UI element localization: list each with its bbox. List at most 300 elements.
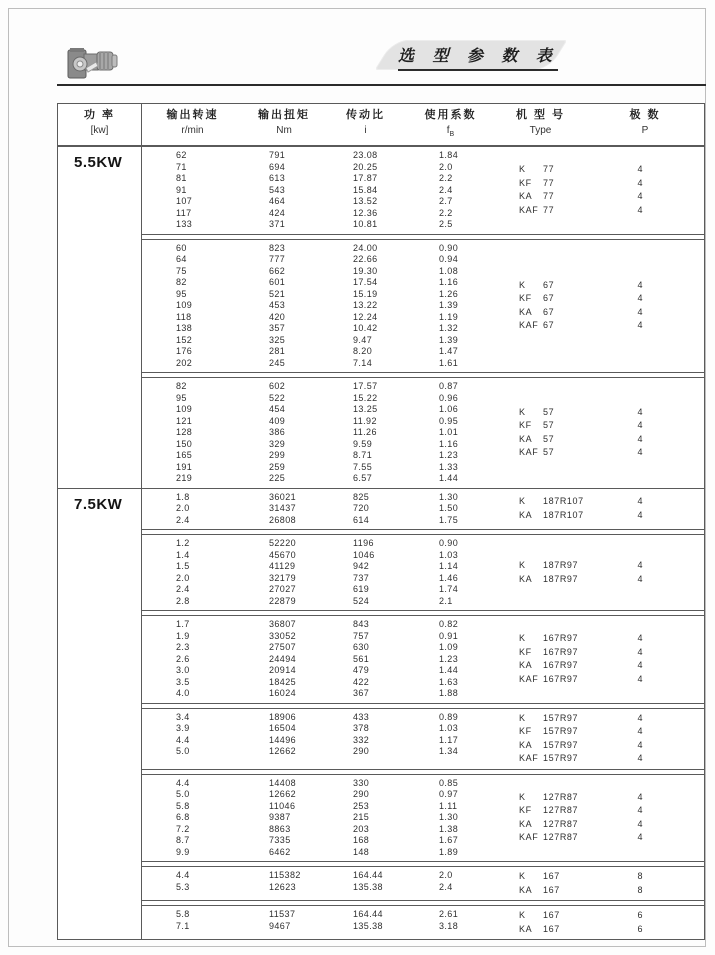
cell-service-factor: 0.96 — [439, 392, 459, 403]
cell-ratio: 479 — [353, 665, 370, 675]
cell-output-torque: 18906 — [269, 711, 297, 722]
cell-service-factor: 1.34 — [439, 746, 459, 756]
cell-service-factor: 0.97 — [439, 789, 459, 799]
type-size: 127R87 — [543, 805, 579, 816]
type-name — [519, 163, 615, 177]
cell-output-torque: 245 — [269, 357, 286, 368]
cell-output-speed: 107 — [176, 196, 193, 206]
cell-ratio: 524 — [353, 595, 370, 606]
table-row — [142, 243, 519, 255]
table-row — [142, 801, 519, 813]
type-size: 67 — [543, 320, 555, 331]
cell-service-factor: 1.17 — [439, 734, 459, 745]
gear-block — [142, 866, 704, 901]
table-row — [142, 642, 519, 654]
type-name — [519, 190, 615, 204]
cell-ratio: 8.71 — [353, 450, 373, 460]
cell-output-speed: 60 — [176, 242, 187, 253]
cell-ratio: 15.19 — [353, 288, 378, 299]
type-size: 57 — [543, 447, 555, 458]
cell-service-factor: 2.4 — [439, 881, 453, 892]
table-row — [142, 335, 519, 347]
table-row — [142, 300, 519, 312]
poles-value: 4 — [637, 560, 643, 570]
cell-output-torque: 11046 — [269, 800, 296, 811]
cell-ratio: 9.59 — [353, 438, 373, 449]
type-row — [519, 419, 704, 433]
table-row — [142, 746, 519, 758]
poles-value: 4 — [637, 791, 643, 802]
table-row — [142, 515, 519, 527]
type-row — [519, 884, 704, 898]
cell-output-torque: 9387 — [269, 812, 291, 822]
cell-output-speed: 3.5 — [176, 676, 190, 687]
cell-ratio: 148 — [353, 846, 370, 857]
cell-output-speed: 121 — [176, 415, 193, 426]
cell-ratio: 8.20 — [353, 346, 373, 356]
type-row — [519, 163, 704, 177]
cell-output-torque: 424 — [269, 207, 286, 218]
cell-service-factor: 0.90 — [439, 538, 459, 548]
rows — [142, 712, 519, 766]
cell-output-torque: 823 — [269, 242, 286, 253]
cell-output-torque: 409 — [269, 415, 286, 426]
type-name — [519, 804, 615, 818]
cell-service-factor: 1.38 — [439, 823, 459, 834]
cell-output-speed: 6.8 — [176, 812, 190, 822]
types — [519, 712, 704, 766]
type-name — [519, 177, 615, 191]
type-row — [519, 406, 704, 420]
type-name — [519, 646, 615, 660]
type-size: 187R107 — [543, 509, 584, 520]
type-name — [519, 752, 615, 766]
rows — [142, 381, 519, 485]
type-name — [519, 495, 615, 509]
poles-value: 4 — [637, 712, 643, 723]
cell-output-speed: 117 — [176, 207, 192, 218]
cell-ratio: 15.22 — [353, 392, 378, 403]
cell-output-torque: 791 — [269, 150, 286, 160]
rows — [142, 870, 519, 897]
cell-service-factor: 1.33 — [439, 461, 459, 472]
type-size: 77 — [543, 191, 555, 202]
table-row — [142, 677, 519, 689]
power-label: 7.5KW — [58, 489, 142, 940]
cell-output-speed: 176 — [176, 346, 193, 356]
cell-service-factor: 0.85 — [439, 777, 459, 788]
table-row — [142, 654, 519, 666]
cell-service-factor: 0.91 — [439, 630, 459, 641]
selection-parameter-table — [57, 103, 705, 940]
gear-block — [142, 708, 704, 770]
cell-output-torque: 601 — [269, 277, 286, 287]
cell-output-speed: 133 — [176, 219, 193, 229]
table-row — [142, 254, 519, 266]
types — [519, 538, 704, 607]
cell-output-torque: 7335 — [269, 835, 291, 845]
cell-ratio: 614 — [353, 514, 370, 525]
cell-ratio: 12.24 — [353, 311, 378, 322]
type-name — [519, 559, 615, 573]
type-size: 157R97 — [543, 753, 579, 763]
type-prefix: K — [519, 406, 526, 417]
cell-ratio: 9.47 — [353, 334, 373, 345]
cell-output-speed: 4.4 — [176, 734, 190, 745]
types — [519, 870, 704, 897]
power-label: 5.5KW — [58, 147, 142, 488]
type-row — [519, 659, 704, 673]
cell-service-factor: 1.03 — [439, 549, 459, 560]
header-power: 功 率 [kw] — [58, 104, 142, 145]
table-row — [142, 289, 519, 301]
type-size: 67 — [543, 279, 555, 290]
cell-ratio: 942 — [353, 561, 370, 571]
cell-ratio: 253 — [353, 800, 370, 811]
cell-output-speed: 2.6 — [176, 653, 190, 664]
cell-service-factor: 1.03 — [439, 723, 459, 733]
gear-block — [142, 905, 704, 939]
cell-service-factor: 0.94 — [439, 254, 459, 264]
type-row — [519, 509, 704, 523]
table-row — [142, 277, 519, 289]
type-name — [519, 909, 615, 923]
cell-output-torque: 325 — [269, 334, 286, 345]
cell-service-factor: 1.50 — [439, 503, 459, 513]
cell-service-factor: 1.46 — [439, 572, 459, 583]
cell-ratio: 843 — [353, 619, 370, 629]
poles-value: 4 — [637, 447, 643, 458]
poles-value: 4 — [637, 279, 643, 290]
type-size: 127R87 — [543, 818, 579, 829]
cell-output-speed: 109 — [176, 404, 193, 414]
table-row — [142, 573, 519, 585]
cell-output-speed: 82 — [176, 381, 187, 391]
poles-value: 4 — [637, 191, 643, 202]
type-name — [519, 573, 615, 587]
cell-output-torque: 14496 — [269, 734, 297, 745]
cell-output-speed: 152 — [176, 334, 193, 345]
header-rule — [57, 84, 706, 86]
type-row — [519, 909, 704, 923]
poles-value: 4 — [637, 753, 643, 763]
type-size: 57 — [543, 433, 555, 444]
type-size: 127R87 — [543, 791, 579, 802]
type-size: 167 — [543, 884, 560, 895]
cell-service-factor: 0.87 — [439, 381, 459, 391]
table-header-row — [58, 104, 704, 147]
type-size: 157R97 — [543, 712, 579, 723]
cell-service-factor: 1.84 — [439, 150, 459, 160]
type-name — [519, 923, 615, 937]
types — [519, 778, 704, 859]
blocks — [142, 147, 704, 488]
table-row — [142, 835, 519, 847]
cell-ratio: 757 — [353, 630, 370, 641]
cell-output-speed: 62 — [176, 150, 187, 160]
cell-ratio: 12.36 — [353, 207, 378, 218]
type-prefix: KA — [519, 660, 533, 671]
cell-service-factor: 2.2 — [439, 207, 453, 218]
cell-service-factor: 1.14 — [439, 561, 459, 571]
cell-output-torque: 299 — [269, 450, 286, 460]
types — [519, 243, 704, 370]
cell-service-factor: 1.74 — [439, 584, 459, 594]
cell-ratio: 11.26 — [353, 427, 377, 437]
type-name — [519, 818, 615, 832]
type-name — [519, 433, 615, 447]
gear-block — [142, 774, 704, 863]
cell-output-speed: 202 — [176, 357, 193, 368]
type-prefix: KF — [519, 646, 532, 657]
cell-ratio: 290 — [353, 789, 370, 799]
type-prefix: K — [519, 164, 526, 175]
type-name — [519, 712, 615, 726]
type-prefix: KF — [519, 177, 532, 188]
poles-value: 4 — [637, 406, 643, 417]
type-size: 167 — [543, 871, 560, 881]
table-row — [142, 312, 519, 324]
power-section — [58, 488, 704, 940]
table-row — [142, 503, 519, 515]
poles-value: 4 — [637, 818, 643, 829]
types — [519, 381, 704, 485]
poles-value: 4 — [637, 433, 643, 444]
type-size: 167 — [543, 910, 560, 920]
cell-output-torque: 16504 — [269, 723, 297, 733]
cell-output-torque: 613 — [269, 173, 286, 183]
cell-ratio: 23.08 — [353, 150, 378, 160]
type-size: 167R97 — [543, 646, 579, 657]
cell-ratio: 10.81 — [353, 219, 378, 229]
type-prefix: KA — [519, 818, 533, 829]
table-row — [142, 393, 519, 405]
cell-service-factor: 3.18 — [439, 920, 459, 931]
poles-value: 4 — [637, 509, 643, 520]
gear-block — [142, 377, 704, 488]
cell-service-factor: 0.95 — [439, 415, 459, 426]
poles-value: 6 — [637, 923, 643, 934]
cell-service-factor: 1.75 — [439, 514, 459, 525]
blocks — [142, 489, 704, 940]
cell-ratio: 1196 — [353, 538, 374, 548]
cell-output-speed: 138 — [176, 323, 193, 333]
header-ratio: 传动比 i — [346, 109, 385, 136]
cell-output-torque: 777 — [269, 254, 286, 264]
cell-output-speed: 1.4 — [176, 549, 190, 560]
rows — [142, 243, 519, 370]
table-row — [142, 596, 519, 608]
type-prefix: K — [519, 791, 526, 802]
cell-output-speed: 2.0 — [176, 572, 190, 583]
cell-service-factor: 2.5 — [439, 219, 453, 229]
poles-value: 4 — [637, 805, 643, 816]
cell-output-torque: 357 — [269, 323, 286, 333]
cell-ratio: 13.52 — [353, 196, 378, 206]
cell-output-speed: 3.9 — [176, 723, 190, 733]
cell-ratio: 19.30 — [353, 265, 378, 276]
cell-service-factor: 2.7 — [439, 196, 453, 206]
type-name — [519, 419, 615, 433]
cell-output-torque: 33052 — [269, 630, 297, 641]
type-prefix: KF — [519, 726, 532, 736]
cell-output-torque: 464 — [269, 196, 286, 206]
cell-output-torque: 662 — [269, 265, 286, 276]
table-row — [142, 219, 519, 231]
type-prefix: K — [519, 910, 526, 920]
type-row — [519, 306, 704, 320]
cell-service-factor: 1.23 — [439, 450, 459, 460]
cell-ratio: 422 — [353, 676, 370, 687]
cell-output-torque: 9467 — [269, 920, 291, 931]
type-size: 77 — [543, 204, 555, 215]
poles-value: 6 — [637, 910, 643, 920]
type-row — [519, 559, 704, 573]
table-row — [142, 538, 519, 550]
type-prefix: K — [519, 279, 526, 290]
cell-output-speed: 2.8 — [176, 595, 190, 606]
type-size: 187R97 — [543, 560, 579, 570]
table-row — [142, 688, 519, 700]
cell-output-torque: 12623 — [269, 881, 297, 892]
type-prefix: KA — [519, 884, 533, 895]
cell-ratio: 135.38 — [353, 881, 383, 892]
rows — [142, 619, 519, 700]
cell-output-speed: 128 — [176, 427, 193, 437]
table-row — [142, 712, 519, 724]
cell-output-torque: 371 — [269, 219, 286, 229]
cell-output-speed: 5.0 — [176, 746, 190, 756]
cell-output-speed: 1.2 — [176, 538, 190, 548]
type-name — [519, 725, 615, 739]
gear-block — [142, 147, 704, 235]
type-size: 187R107 — [543, 496, 584, 507]
cell-ratio: 10.42 — [353, 323, 378, 333]
type-row — [519, 923, 704, 937]
type-row — [519, 739, 704, 753]
cell-ratio: 433 — [353, 711, 370, 722]
cell-service-factor: 1.16 — [439, 438, 459, 449]
table-row — [142, 346, 519, 358]
type-prefix: K — [519, 496, 526, 507]
type-size: 57 — [543, 420, 555, 431]
cell-output-speed: 5.3 — [176, 881, 190, 892]
table-row — [142, 404, 519, 416]
cell-output-speed: 71 — [176, 161, 187, 172]
cell-output-speed: 5.8 — [176, 909, 190, 919]
type-name — [519, 406, 615, 420]
cell-service-factor: 1.19 — [439, 311, 459, 322]
cell-output-torque: 543 — [269, 184, 286, 195]
table-row — [142, 358, 519, 370]
cell-ratio: 13.22 — [353, 300, 378, 310]
type-row — [519, 204, 704, 218]
types — [519, 619, 704, 700]
cell-service-factor: 1.23 — [439, 653, 459, 664]
table-row — [142, 631, 519, 643]
cell-service-factor: 1.16 — [439, 277, 459, 287]
cell-output-torque: 11537 — [269, 909, 296, 919]
types — [519, 492, 704, 527]
cell-ratio: 168 — [353, 835, 370, 845]
gearmotor-image — [66, 42, 120, 84]
type-prefix: KAF — [519, 204, 539, 215]
cell-service-factor: 1.47 — [439, 346, 459, 356]
table-row — [142, 208, 519, 220]
cell-service-factor: 0.89 — [439, 711, 459, 722]
cell-ratio: 6.57 — [353, 473, 373, 483]
cell-service-factor: 1.26 — [439, 288, 459, 299]
table-row — [142, 185, 519, 197]
cell-output-torque: 259 — [269, 461, 286, 472]
poles-value: 4 — [637, 204, 643, 215]
rows — [142, 778, 519, 859]
poles-value: 4 — [637, 673, 643, 684]
poles-value: 8 — [637, 884, 643, 895]
cell-output-torque: 115382 — [269, 870, 301, 880]
cell-ratio: 1046 — [353, 549, 375, 560]
cell-ratio: 17.57 — [353, 381, 378, 391]
cell-ratio: 737 — [353, 572, 370, 583]
cell-service-factor: 1.30 — [439, 491, 459, 502]
type-prefix: KA — [519, 306, 533, 317]
type-row — [519, 818, 704, 832]
poles-value: 4 — [637, 293, 643, 304]
type-name — [519, 632, 615, 646]
cell-output-speed: 5.0 — [176, 789, 190, 799]
table-row — [142, 882, 519, 894]
type-size: 67 — [543, 306, 555, 317]
type-row — [519, 292, 704, 306]
type-size: 77 — [543, 164, 555, 175]
table-row — [142, 150, 519, 162]
cell-ratio: 135.38 — [353, 920, 383, 931]
cell-output-torque: 602 — [269, 381, 286, 391]
type-name — [519, 659, 615, 673]
table-row — [142, 909, 519, 921]
cell-output-speed: 5.8 — [176, 800, 190, 811]
cell-output-torque: 31437 — [269, 503, 297, 513]
cell-output-speed: 1.5 — [176, 561, 190, 571]
cell-ratio: 290 — [353, 746, 370, 756]
poles-value: 4 — [637, 164, 643, 175]
type-row — [519, 712, 704, 726]
cell-output-torque: 27507 — [269, 642, 297, 652]
type-size: 167 — [543, 923, 560, 934]
cell-output-torque: 18425 — [269, 676, 297, 687]
table-row — [142, 584, 519, 596]
cell-ratio: 378 — [353, 723, 370, 733]
cell-output-speed: 3.4 — [176, 711, 190, 722]
cell-service-factor: 2.2 — [439, 173, 453, 183]
type-size: 167R97 — [543, 660, 579, 671]
cell-output-torque: 12662 — [269, 789, 297, 799]
cell-output-torque: 281 — [269, 346, 286, 356]
gear-block — [142, 489, 704, 531]
cell-service-factor: 1.63 — [439, 676, 459, 687]
poles-value: 4 — [637, 832, 643, 843]
table-row — [142, 870, 519, 882]
type-size: 77 — [543, 177, 555, 188]
type-size: 127R87 — [543, 832, 579, 843]
cell-output-torque: 14408 — [269, 777, 297, 788]
cell-service-factor: 1.61 — [439, 357, 459, 368]
cell-output-speed: 91 — [176, 184, 187, 195]
cell-ratio: 215 — [353, 812, 370, 822]
type-name — [519, 739, 615, 753]
cell-output-torque: 453 — [269, 300, 286, 310]
table-row — [142, 824, 519, 836]
